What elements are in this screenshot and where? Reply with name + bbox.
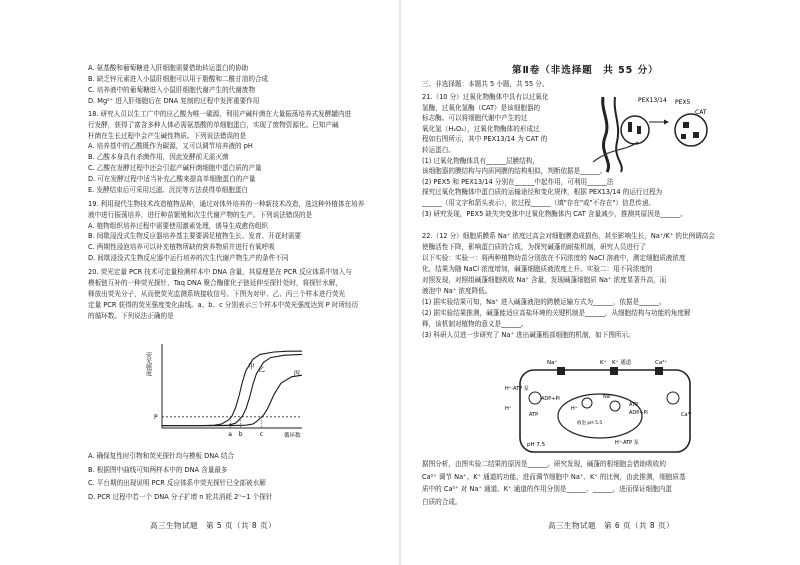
left-text-line: E. 发酵结束后可采用过滤、沉淀等方法获得单细胞蛋白	[88, 185, 249, 194]
atp-label: ATP	[529, 412, 539, 418]
q21-text-line: 氧化氢（H₂O₂），过氧化物酶体的形成过	[422, 124, 540, 133]
series-line-2	[162, 375, 302, 425]
left-text-line: D. 可在发酵过程中适当补充乙酸来提高单细胞蛋白的产量	[88, 174, 256, 183]
na-top-label: Na⁺	[547, 360, 558, 366]
left-text-line: B. 乙酸本身具有杀菌作用，因此发酵前无需灭菌	[88, 153, 229, 162]
left-text-line: D. Mg²⁺ 进入肝细胞后在 DNA 复制的过程中发挥重要作用	[88, 97, 260, 105]
q21-text-line: (3) 研究发现，PEX5 缺失突变体中过氧化物酶体内 CAT 含量减少，推测其原因是______。	[422, 209, 687, 218]
q21-text-line: 标志酶。可以将细胞代谢中产生的过	[422, 114, 528, 123]
h-inner-label: H⁺	[571, 406, 578, 412]
left-text-line: C. 两期性浸泡培养可以补充植物所缺的营养物质并进行有氧呼吸	[88, 243, 275, 252]
q22-text-line: 释，该机制对植物的意义是______。	[422, 320, 528, 328]
q21-text-line: 该细胞器的膜结构与内质网膜的结构相似，判断依据是______。	[422, 167, 607, 176]
section-intro: 三、非选择题：本题共 5 小题，共 55 分。	[422, 80, 549, 88]
right-footer: 高三生物试题 第 6 页（共 8 页）	[548, 521, 675, 530]
ca-right-label: Ca²⁺	[681, 412, 693, 418]
q22-text-line: 以下实验：实验一：将两种植物幼苗分别放在不同浓度的 NaCl 溶液中，测定细胞质液浓度	[422, 254, 686, 262]
left-text-line: A. 氨基酸和葡萄糖进入肝细胞需要借助转运蛋白的协助	[88, 64, 249, 72]
tick-label: b	[238, 431, 243, 438]
left-text-line: 行发酵，获得了富含多种人体必需氨基酸的单细胞蛋白，实现了废物资源化。已知产碱	[88, 120, 339, 129]
adp2-label: ADP+Pi	[629, 410, 648, 416]
left-text-line: D. PCR 过程中若一个 DNA 分子扩增 n 轮共消耗 2ⁿ−1 个探针	[88, 492, 273, 501]
left-text-line: B. 根据图中曲线可知两样本中的 DNA 含量最多	[88, 465, 228, 474]
right-page	[400, 0, 800, 565]
left-text-line: A. 确保复性时引物和荧光探针均与模板 DNA 结合	[88, 452, 234, 460]
q22-text-line: Ca²⁺ 调节 Na⁺、K⁺ 通道的功能，进而调节细胞中 Na⁺、K⁺ 的比例，由此推测，细胞质基	[422, 472, 686, 481]
tick-label: c	[259, 431, 264, 438]
series-line-0	[162, 351, 302, 425]
salt-transport-diagram	[505, 358, 705, 458]
left-text-line: A. 植物组织培养过程中需要使用激素处理，诱导生成愈伤组织	[88, 221, 269, 230]
h-atp-bottom-label: H⁺-ATP 泵	[615, 440, 639, 446]
left-footer: 高三生物试题 第 5 页（共 8 页）	[150, 521, 277, 530]
left-text-line: C. 平台期的出现说明 PCR 反应体系中荧光探针已全部被水解	[88, 479, 266, 487]
adp-label: ADP+Pi	[541, 396, 560, 402]
q21-text-line: 探究过氧化物酶体中蛋白质的运输途径和变化规律，根据 PEX13/14 的运行过程为	[422, 188, 663, 197]
q21-text-line: (1) 过氧化物酶体具有______层膜结构，	[422, 156, 539, 165]
q22-text-line: (3) 科研人员进一步研究了 Na⁺ 进出碱蓬根部细胞的机制，如下图所示。	[422, 331, 635, 339]
q21-text-line: 21.（10 分）过氧化物酶体中具有以过氧化	[422, 93, 549, 101]
q22-text-line: 化，结果为随 NaCl 浓度增加，碱蓬细胞质液浓度上升。实验二：用不同浓度的	[422, 265, 653, 273]
series-label: 乙	[258, 365, 265, 374]
q21-text-line: (2) PEX5 和 PEX13/14 分别在______中起作用，可利用______法	[422, 177, 614, 186]
left-text-line: 模板链互补的一种荧光探针，Taq DNA 聚合酶催化子链延伸至探针处时，将探针水解，	[88, 279, 343, 287]
q22-text-line: 使酶活性下降，影响蛋白质的合成，为探究碱蓬的耐盐机制，研究人员进行了	[422, 243, 647, 251]
peroxisome-diagram	[583, 92, 713, 174]
q22-text-line: 液泡中 Na⁺ 浓度降低。	[422, 287, 492, 295]
left-text-line: A. 培养基中的乙酸既作为碳源，又可以调节培养液的 pH	[88, 142, 253, 151]
left-text-line: C. 乙酸在发酵过程中还会引起产碱杆菌细胞中蛋白质的产量	[88, 164, 262, 172]
q21-text-line: ______（用文字和箭头表示），依过程______（填"存在"或"不存在"）信息传递。	[422, 199, 656, 207]
left-text-line: 19. 利用现代生物技术改造植物品种，通过对体外培养的一种新技术改造，选这种外植体在培养	[88, 200, 365, 208]
tick-label: a	[228, 431, 232, 438]
y-axis-label: 荧光强度	[144, 352, 152, 376]
q22-text-line: 对照发现，对照组碱蓬细胞吸收 Na⁺ 含量，发现碱蓬细胞质 Na⁺ 浓度显著升高，而	[422, 276, 667, 284]
q21-text-line: 氢酶，过氧化氢酶（CAT）是该细胞器的	[422, 103, 541, 112]
h-atpase-label: H⁺-ATP 泵	[505, 386, 529, 392]
series-label: 丙	[293, 368, 300, 377]
left-text-line: C. 培养液中的葡萄糖进入小鼠肝细胞代谢产生的代谢废物	[88, 86, 256, 94]
q22-text-line: (1) 据实验结果可知，Na⁺ 进入碱蓬液泡的跨膜运输方式为______，依据是______。	[422, 298, 666, 306]
pex5-label: PEX5	[675, 99, 691, 106]
cat-label: CAT	[695, 109, 707, 116]
left-text-line: 20. 荧光定量 PCR 技术可定量检测样本中 DNA 含量，其原理是在 PCR 反应体系中加入与	[88, 268, 352, 276]
threshold-label: P	[154, 413, 158, 421]
section-title: 第Ⅱ卷（非选择题 共 55 分）	[512, 65, 659, 76]
left-text-line: 释放出荧光分子，从而使荧光监测系统接收信号。下图为对甲、乙、丙三个样本进行荧光	[88, 290, 346, 298]
q22-text-line: (2) 据实验结果推测，碱蓬能适应高盐环境的关键机制是______，从细胞结构与功能的角度解	[422, 309, 691, 317]
atp2-label: ATP	[629, 402, 639, 408]
left-text-line: 的循环数。下列说法正确的是	[88, 312, 174, 320]
na-inner-label: Na⁺	[603, 394, 613, 400]
q22-text-line: 22.（12 分）细胞质膜系 Na⁺ 浓度过高会对细胞膜造成损伤，甚至影响生长，Na⁺/K⁺ 的比例调高会	[422, 232, 715, 240]
pex1314-label: PEX13/14	[638, 97, 667, 104]
series-label: 甲	[248, 362, 255, 371]
left-text-line: 液中进行振荡培养，进行种苗繁殖和次生代谢产物的生产。下列说法错误的是	[88, 210, 313, 219]
x-axis-label: 循环数	[284, 433, 301, 439]
q22-text-line: 白质的合成。	[422, 497, 462, 506]
left-text-line: 定量 PCR 获得的荧光强度变化曲线。a、b、c 分别表示三个样本中荧光强度达到 P 时所经历	[88, 301, 359, 309]
left-text-line: B. 缺乏锌元素进入小鼠肝细胞可以用于脂酸和二酰甘油的合成	[88, 75, 269, 83]
ca-top-label: Ca²⁺	[655, 360, 668, 366]
q21-text-line: 转运蛋白。	[422, 146, 455, 154]
left-text-line: B. 间歇浸没式生物反应器培养基主要要满足植物生长、发育、开花时需要	[88, 232, 302, 241]
q21-text-line: 程如右图所示，其中 PEX13/14 为 CAT 的	[422, 135, 548, 144]
h-left-label: H⁺	[505, 406, 512, 412]
vacuole-label: 液泡 pH 5.5	[577, 421, 603, 426]
left-text-line: D. 间歇浸没式生物反应器中运行培养的次生代谢产物生产的条件不同	[88, 254, 289, 262]
left-text-line: 杆菌在生长过程中会产生碱性物质。下列说法错误的是	[88, 131, 247, 140]
q22-text-line: 质中的 Ca²⁺ 对 Na⁺ 通道、K⁺ 通道的作用分别是______、______，进而保证细胞内蛋	[422, 485, 672, 493]
left-text-line: 18. 研究人员以生工广中的应乙酸为唯一碳源，利用产碱杆菌在大量振荡培养式发酵罐内进	[88, 110, 352, 118]
ph-cell-label: pH 7.5	[527, 442, 546, 448]
k-channel-label: K⁺ K⁺ 通道	[600, 360, 632, 366]
fluorescence-chart	[140, 340, 315, 440]
q22-text-line: 据图分析，由图实验二结果的原因是______。研究发现，碱蓬的根细胞会借助吸收的	[422, 460, 666, 468]
